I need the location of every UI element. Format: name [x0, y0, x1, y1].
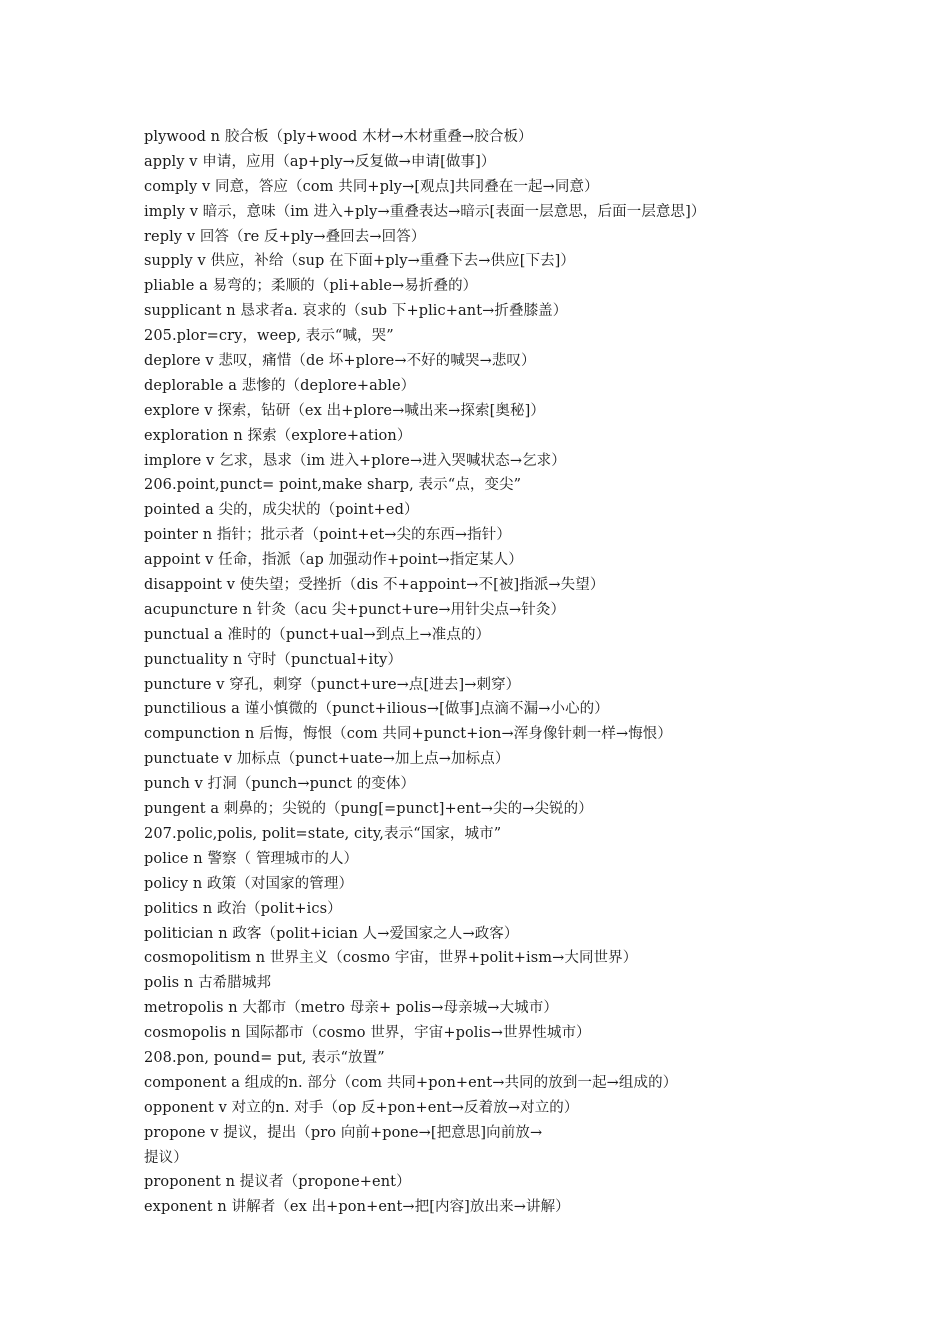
text-line: pointed a 尖的，成尖状的（point+ed） — [144, 502, 419, 519]
text-line: deplore v 悲叹，痛惜（de 坏+plore→不好的喊哭→悲叹） — [144, 353, 536, 370]
text-line: punctuality n 守时（punctual+ity） — [144, 651, 403, 668]
text-line: implore v 乞求，恳求（im 进入+plore→进入哭喊状态→乞求） — [144, 452, 566, 469]
text-line: puncture v 穿孔，刺穿（punct+ure→点[进去]→刺穿） — [144, 676, 521, 693]
text-line: explore v 探索，钻研（ex 出+plore→喊出来→探索[奥秘]） — [144, 402, 545, 419]
text-line: polis n 古希腊城邦 — [144, 975, 272, 992]
text-line: politics n 政治（polit+ics） — [144, 900, 342, 917]
text-line: police n 警察（ 管理城市的人） — [144, 850, 359, 867]
text-line: deplorable a 悲惨的（deplore+able） — [144, 377, 416, 394]
text-line: pointer n 指针；批示者（point+et→尖的东西→指针） — [144, 527, 511, 544]
text-line: pliable a 易弯的；柔顺的（pli+able→易折叠的） — [144, 278, 478, 295]
text-line: punctuate v 加标点（punct+uate→加上点→加标点） — [144, 751, 510, 768]
text-line: punctual a 准时的（punct+ual→到点上→准点的） — [144, 626, 491, 643]
text-line: exploration n 探索（explore+ation） — [144, 427, 412, 444]
text-line: propone v 提议，提出（pro 向前+pone→[把意思]向前放→ — [144, 1124, 543, 1141]
text-line: supply v 供应，补给（sup 在下面+ply→重叠下去→供应[下去]） — [144, 253, 576, 270]
text-line: apply v 申请，应用（ap+ply→反复做→申请[做事]） — [144, 153, 496, 170]
text-line: 提议） — [144, 1149, 188, 1166]
text-line: comply v 同意，答应（com 共同+ply→[观点]共同叠在一起→同意） — [144, 178, 599, 195]
text-line: cosmopolis n 国际都市（cosmo 世界，宇宙+polis→世界性城市） — [144, 1025, 591, 1042]
text-line: policy n 政策（对国家的管理） — [144, 875, 354, 892]
text-line: metropolis n 大都市（metro 母亲+ polis→母亲城→大城市） — [144, 1000, 558, 1017]
text-line: imply v 暗示，意味（im 进入+ply→重叠表达→暗示[表面一层意思，后面一层意思]） — [144, 203, 706, 220]
text-line: 205.plor=cry，weep, 表示“喊，哭” — [144, 328, 394, 345]
text-line: appoint v 任命，指派（ap 加强动作+point→指定某人） — [144, 552, 523, 569]
text-line: pungent a 刺鼻的；尖锐的（pung[=punct]+ent→尖的→尖锐的） — [144, 801, 593, 818]
text-line: 208.pon, pound= put, 表示“放置” — [144, 1049, 385, 1066]
text-line: acupuncture n 针灸（acu 尖+punct+ure→用针尖点→针灸） — [144, 601, 566, 618]
text-line: cosmopolitism n 世界主义（cosmo 宇宙，世界+polit+ism→大同世界） — [144, 950, 638, 967]
text-line: 206.point,punct= point,make sharp, 表示“点，变尖” — [144, 477, 522, 494]
text-line: component a 组成的n. 部分（com 共同+pon+ent→共同的放到一起→组成的） — [144, 1074, 678, 1091]
text-line: exponent n 讲解者（ex 出+pon+ent→把[内容]放出来→讲解） — [144, 1199, 570, 1216]
text-line: punch v 打洞（punch→punct 的变体） — [144, 776, 416, 793]
text-line: disappoint v 使失望；受挫折（dis 不+appoint→不[被]指派→失望） — [144, 577, 605, 594]
text-line: 207.polic,polis, polit=state, city,表示“国家，城市” — [144, 825, 502, 842]
text-line: reply v 回答（re 反+ply→叠回去→回答） — [144, 228, 426, 245]
text-line: opponent v 对立的n. 对手（op 反+pon+ent→反着放→对立的） — [144, 1099, 579, 1116]
text-line: politician n 政客（polit+ician 人→爱国家之人→政客） — [144, 925, 519, 942]
text-line: supplicant n 恳求者a. 哀求的（sub 下+plic+ant→折叠膝盖） — [144, 303, 568, 320]
text-line: proponent n 提议者（propone+ent） — [144, 1174, 411, 1191]
text-line: punctilious a 谨小慎微的（punct+ilious→[做事]点滴不漏→小心的） — [144, 701, 609, 718]
text-line: compunction n 后悔，悔恨（com 共同+punct+ion→浑身像针刺一样→悔恨） — [144, 726, 672, 743]
text-line: plywood n 胶合板（ply+wood 木材→木材重叠→胶合板） — [144, 129, 533, 145]
vocabulary-text-block — [144, 125, 924, 1220]
